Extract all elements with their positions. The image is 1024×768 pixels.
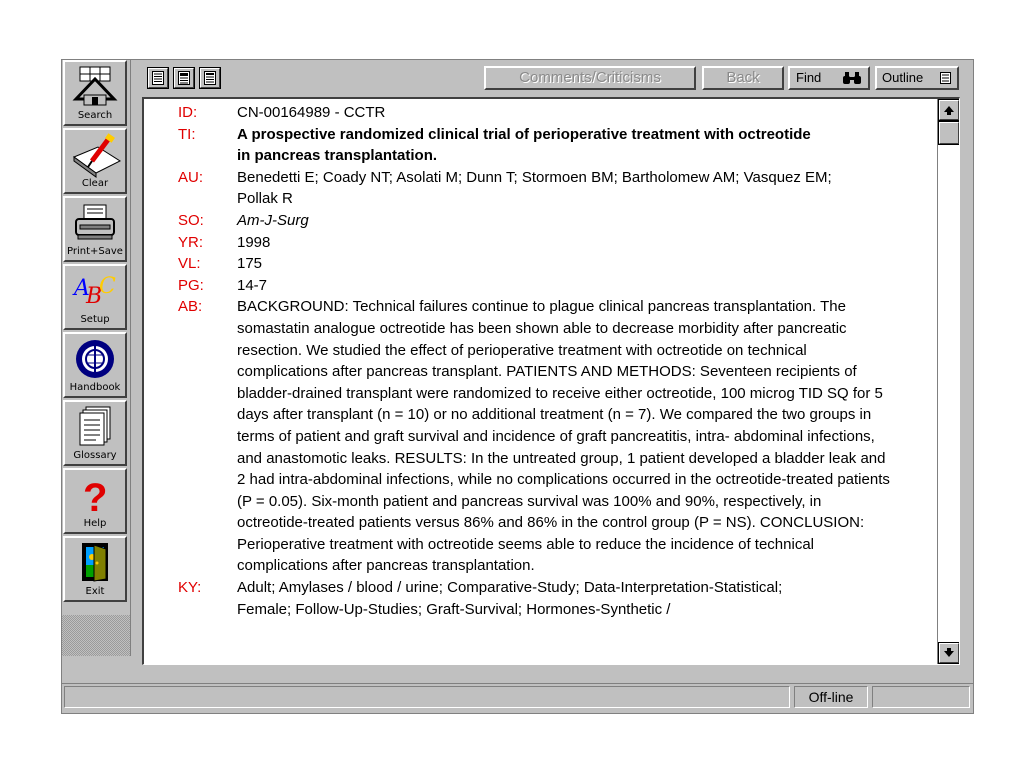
field-value-source: Am-J-Surg [237,211,309,229]
find-label: Find [796,70,822,85]
field-value-year: 1998 [237,233,271,251]
app-window [61,59,974,714]
field-value-pages: 14-7 [237,276,268,294]
field-label-title: TI: [178,125,196,143]
status-message [64,686,790,708]
document-full-icon [204,71,216,85]
outline-button[interactable] [875,66,959,90]
handbook-button-label: Handbook [69,382,121,393]
field-label-source: SO: [178,211,204,229]
field-value-keywords: Adult; Amylases / blood / urine; Comparative-Study; Data-Interpretation-Statistical; Female; Follow-Up-Studies; Graft-Survival; Hormones-Synthetic / [237,579,783,618]
back-button[interactable] [702,66,784,90]
field-volume [144,253,934,275]
help-button-label: Help [83,518,107,529]
field-label-authors: AU: [178,168,204,186]
glossary-button-label: Glossary [73,450,117,461]
setup-button-label: Setup [80,314,110,325]
exit-door-icon [72,541,118,585]
glossary-pages-icon [72,405,118,449]
field-keywords [144,577,934,620]
svg-text:B: B [86,284,103,309]
scroll-up-button[interactable] [939,100,959,120]
svg-text:A: A [74,276,90,301]
printer-icon [72,201,118,245]
view-mode-1-button[interactable] [148,68,168,88]
exit-button[interactable] [63,536,127,602]
field-value-id: CN-00164989 - CCTR [237,104,386,121]
binoculars-icon [842,71,862,85]
print-save-button-label: Print+Save [67,246,123,257]
arrow-up-icon [943,104,955,116]
handbook-logo-icon [72,337,118,381]
document-list-icon [152,71,164,85]
svg-text:?: ? [83,476,108,517]
record-viewer[interactable] [142,97,960,665]
exit-button-label: Exit [85,586,105,597]
handbook-button[interactable] [63,332,127,398]
help-button[interactable] [63,468,127,534]
search-button-label: Search [77,110,113,121]
field-id [144,102,934,124]
glossary-button[interactable] [63,400,127,466]
field-label-year: YR: [178,233,204,251]
scroll-down-button[interactable] [939,643,959,663]
search-button[interactable] [63,60,127,126]
status-bar [62,683,973,710]
svg-text:C: C [99,274,116,299]
field-authors [144,167,934,210]
view-mode-3-button[interactable] [200,68,220,88]
field-year [144,232,934,254]
question-mark-icon [72,473,118,517]
print-save-button[interactable] [63,196,127,262]
outline-label: Outline [882,70,924,85]
field-value-volume: 175 [237,255,263,273]
comments-criticisms-label: Comments/Criticisms [519,69,661,86]
back-label: Back [726,69,760,86]
field-value-authors: Benedetti E; Coady NT; Asolati M; Dunn T; Stormoen BM; Bartholomew AM; Vasquez EM; Pollak R [237,168,832,208]
find-button[interactable] [788,66,870,90]
field-value-abstract: BACKGROUND: Technical failures continue to plague clinical pancreas transplantation. The somastatin analogue octreotide has been shown able to decrease morbidity after pancreatic resection. We studied the effect of perioperative treatment with octreotide on technical complications after pancreas transplant. PATIENTS AND METHODS: Seventeen recipients of bladder-drained transplant were randomized to receive either octreotide, 100 microg TID SQ for 5 days after transplant (n = 10) or no additional treatment (n = 7). We compared the two groups in terms of patient and graft survival and incidence of graft pancreatitis, intra- abdominal infections, and anastomotic leaks. RESULTS: In the untreated group, 1 patient developed a bladder leak and 2 had intra-abdominal infections, while no complications occurred in the octreotide-treated patients (P = 0.05). Six-month patient and pancreas survival was 100% and 90%, respectively, in octreotide-treated patients versus 86% and 86% in the control group (P = NS). CONCLUSION: Perioperative treatment with octreotide seems able to reduce the incidence of technical complications after pancreas transplantation. [237,298,890,575]
status-extra [872,686,970,708]
view-mode-2-button[interactable] [174,68,194,88]
field-label-abstract: AB: [178,298,203,316]
field-abstract [144,296,934,577]
field-label-id: ID: [178,104,198,121]
scroll-thumb[interactable] [939,122,959,144]
connection-status: Off-line [794,686,868,708]
clear-pen-icon [72,133,122,179]
outline-icon [940,72,951,84]
abc-setup-icon [72,269,118,313]
field-source [144,210,934,232]
record-content [144,102,934,620]
field-value-title: A prospective randomized clinical trial of perioperative treatment with octreotide in pancreas transplantation. [237,125,811,165]
clear-button[interactable] [63,128,127,194]
house-search-icon [72,65,118,109]
field-pages [144,275,934,297]
comments-criticisms-button[interactable] [484,66,696,90]
clear-button-label: Clear [81,178,109,189]
field-label-volume: VL: [178,255,201,273]
arrow-down-icon [943,647,955,659]
document-detail-icon [178,71,190,85]
toolbar-filler [62,615,130,656]
field-label-pages: PG: [178,276,204,294]
field-label-keywords: KY: [178,579,202,597]
vertical-scrollbar[interactable] [937,99,959,664]
setup-button[interactable] [63,264,127,330]
field-title [144,124,934,167]
left-toolbar [62,60,131,656]
